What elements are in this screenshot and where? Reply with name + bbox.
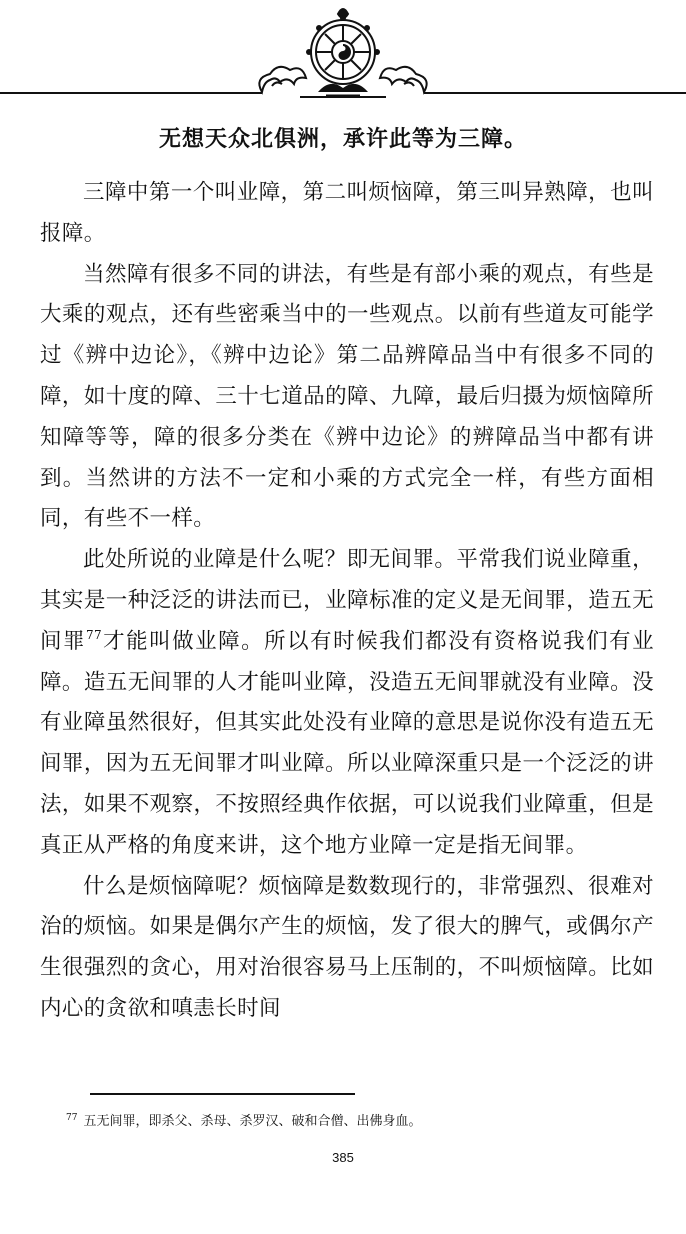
paragraph: 当然障有很多不同的讲法，有些是有部小乘的观点，有些是大乘的观点，还有些密乘当中的一些观点。以前有些道友可能学过《辨中边论》，《辨中边论》第二品辨障品当中有很多不同的障，如十度的障、三十七道品的障、九障，最后归摄为烦恼障所知障等等，障的很多分类在《辨中边论》的辨障品当中都有讲到。当然讲的方法不一定和小乘的方式完全一样，有些方面相同，有些不一样。	[40, 261, 654, 532]
footnote-separator	[90, 1093, 355, 1095]
body-text	[40, 173, 654, 1030]
root-verse: 无想天众北俱洲，承许此等为三障。	[158, 127, 527, 152]
paragraph: 什么是烦恼障呢？烦恼障是数数现行的，非常强烈、很难对治的烦恼。如果是偶尔产生的烦恼，发了很大的脾气，或偶尔产生很强烈的贪心，用对治很容易马上压制的，不叫烦恼障。比如内心的贪欲和嗔恚长时间	[40, 873, 654, 1021]
footnote-mark: 77	[66, 1113, 78, 1123]
page-number: 385	[332, 1150, 354, 1165]
header-ornament	[0, 0, 686, 110]
dharma-wheel-icon	[306, 9, 380, 96]
cloud-left-icon	[259, 67, 306, 92]
footnote-text: 五无间罪，即杀父、杀母、杀罗汉、破和合僧、出佛身血。	[83, 1114, 422, 1129]
paragraph: 三障中第一个叫业障，第二叫烦恼障，第三叫异熟障，也叫报障。	[40, 180, 654, 246]
footnote-reference[interactable]: 77	[86, 627, 103, 642]
footnote	[66, 1108, 646, 1132]
paragraph: 此处所说的业障是什么呢？即无间罪。平常我们说业障重，其实是一种泛泛的讲法而已，业障标准的定义是无间罪，造五无间罪$^{77}$才能叫做业障。所以有时候我们都没有资格说我们有业障。造五无间罪的人才能叫业障，没造五无间罪就没有业障。没有业障虽然很好，但其实此处没有业障的意思是说你没有造五无间罪，因为五无间罪才叫业障。所以业障深重只是一个泛泛的讲法，如果不观察，不按照经典作依据，可以说我们业障重，但是真正从严格的角度来讲，这个地方业障一定是指无间罪。	[40, 547, 654, 858]
cloud-right-icon	[380, 67, 427, 92]
